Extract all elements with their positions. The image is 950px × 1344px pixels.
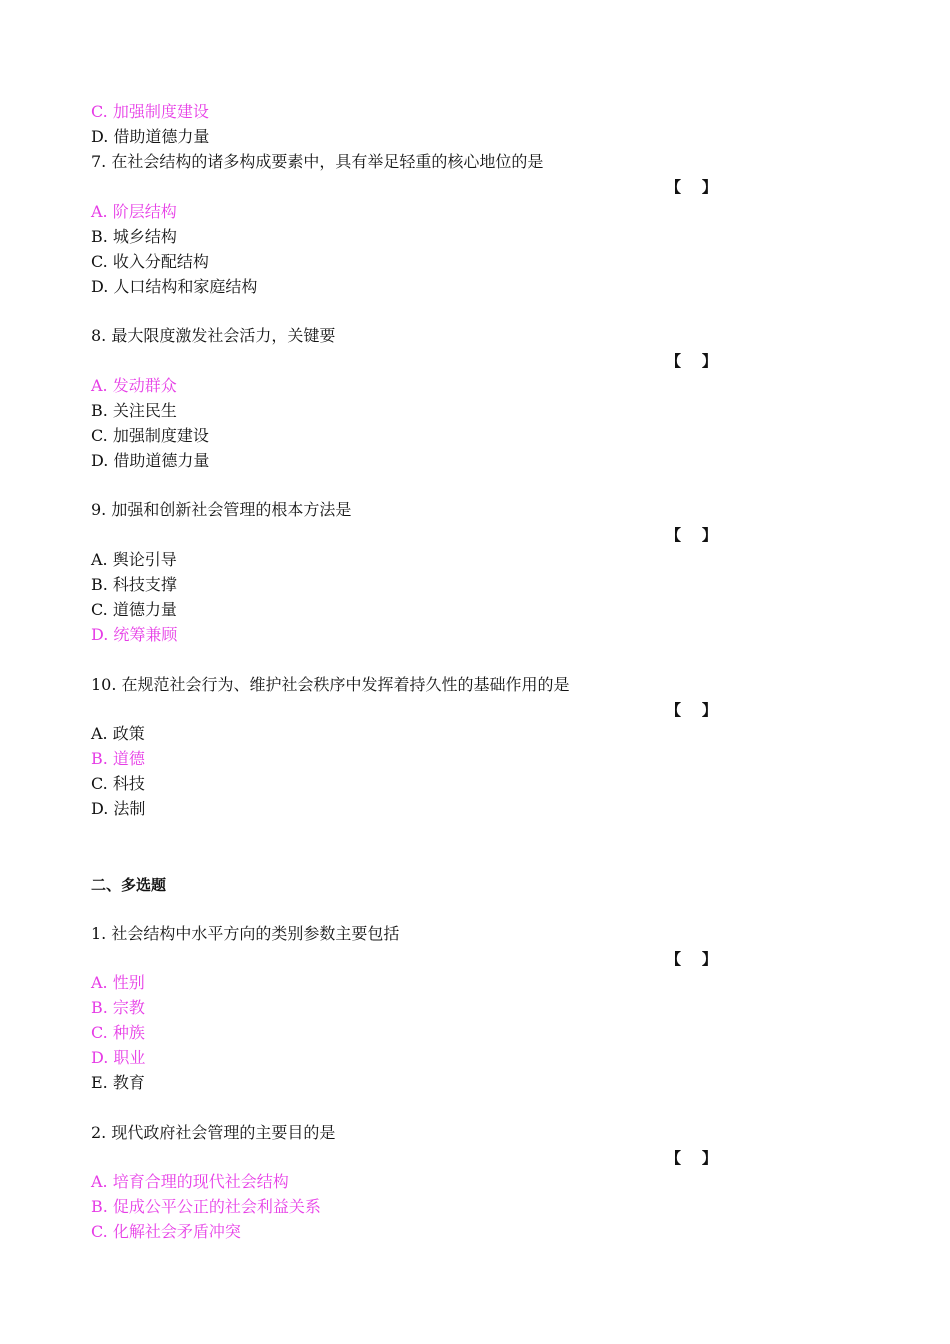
m2-answer-bracket: 【 】	[666, 1149, 717, 1167]
q6-option-d: D. 借助道德力量	[91, 127, 210, 146]
q9-answer-bracket: 【 】	[666, 526, 717, 544]
q8-option-b: B. 关注民生	[91, 401, 177, 420]
q7-option-b: B. 城乡结构	[91, 227, 177, 246]
q8-option-a: A. 发动群众	[91, 376, 177, 395]
q9-option-b: B. 科技支撑	[91, 575, 177, 594]
q10-option-b: B. 道德	[91, 749, 145, 768]
q7-answer-bracket: 【 】	[666, 178, 717, 196]
m1-stem: 1. 社会结构中水平方向的类别参数主要包括	[91, 924, 400, 943]
q10-stem: 10. 在规范社会行为、维护社会秩序中发挥着持久性的基础作用的是	[91, 675, 570, 694]
q8-answer-bracket: 【 】	[666, 352, 717, 370]
q9-option-d: D. 统筹兼顾	[91, 625, 178, 644]
q7-stem: 7. 在社会结构的诸多构成要素中，具有举足轻重的核心地位的是	[91, 152, 544, 171]
m2-option-a: A. 培育合理的现代社会结构	[91, 1172, 289, 1191]
q7-option-d: D. 人口结构和家庭结构	[91, 277, 258, 296]
q6-option-c: C. 加强制度建设	[91, 102, 209, 121]
q7-option-c: C. 收入分配结构	[91, 252, 209, 271]
m1-option-a: A. 性别	[91, 973, 145, 992]
m2-option-c: C. 化解社会矛盾冲突	[91, 1222, 241, 1241]
q9-stem: 9. 加强和创新社会管理的根本方法是	[91, 500, 352, 519]
m1-answer-bracket: 【 】	[666, 950, 717, 968]
m1-option-d: D. 职业	[91, 1048, 146, 1067]
m2-stem: 2. 现代政府社会管理的主要目的是	[91, 1123, 336, 1142]
q8-option-c: C. 加强制度建设	[91, 426, 209, 445]
m1-option-c: C. 种族	[91, 1023, 145, 1042]
m2-option-b: B. 促成公平公正的社会利益关系	[91, 1197, 321, 1216]
q8-option-d: D. 借助道德力量	[91, 451, 210, 470]
q10-option-d: D. 法制	[91, 799, 146, 818]
m1-option-e: E. 教育	[91, 1073, 145, 1092]
q9-option-c: C. 道德力量	[91, 600, 177, 619]
q9-option-a: A. 舆论引导	[91, 550, 177, 569]
section-heading-multiple-choice: 二、多选题	[91, 876, 167, 894]
q10-option-c: C. 科技	[91, 774, 145, 793]
q10-answer-bracket: 【 】	[666, 701, 717, 719]
q8-stem: 8. 最大限度激发社会活力，关键要	[91, 326, 336, 345]
q7-option-a: A. 阶层结构	[91, 202, 177, 221]
q10-option-a: A. 政策	[91, 724, 145, 743]
m1-option-b: B. 宗教	[91, 998, 145, 1017]
